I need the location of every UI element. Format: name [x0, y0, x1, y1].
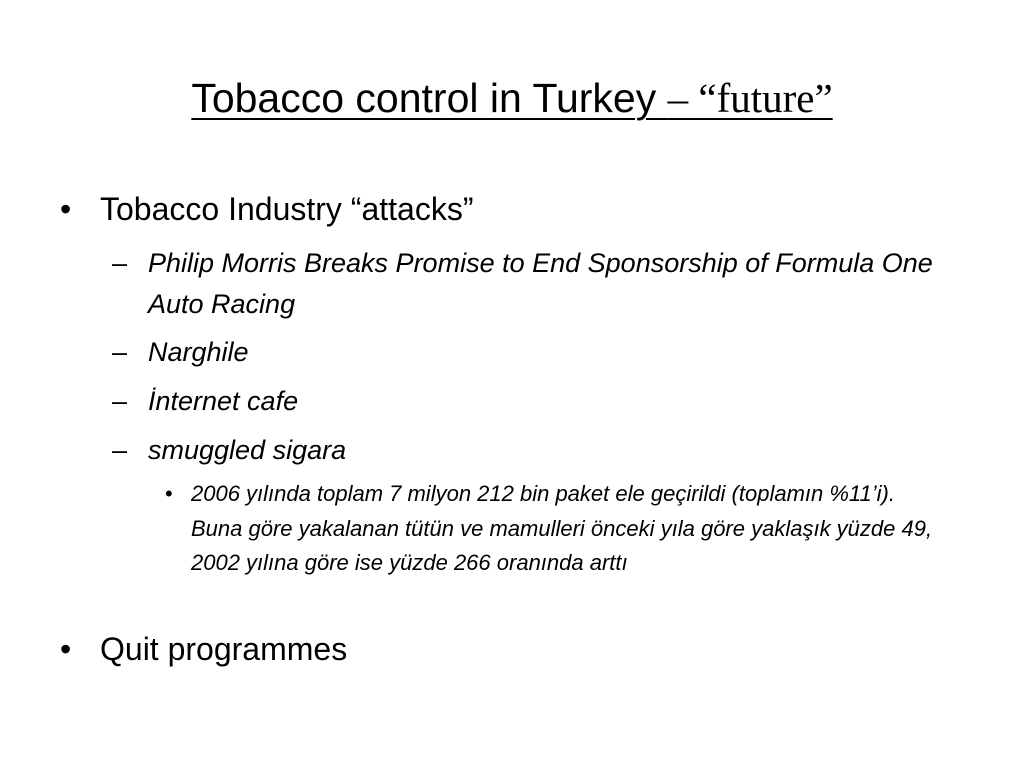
- bullet-item-quit-programmes: [60, 630, 347, 668]
- sub-bullet-narghile: [112, 332, 952, 373]
- sub-bullet-text: smuggled sigara: [148, 435, 347, 465]
- dash-marker: –: [112, 435, 128, 465]
- dash-marker: –: [112, 248, 128, 278]
- slide-title-future: – “future”: [667, 75, 833, 121]
- bullet-item-tobacco-industry: [60, 190, 473, 228]
- sub-sub-bullet-statistics: [165, 477, 945, 581]
- slide-title-main: Tobacco control in Turkey: [191, 75, 668, 121]
- sub-bullet-smuggled-sigara: [112, 430, 952, 471]
- sub-sub-bullet-marker: •: [165, 481, 173, 506]
- bullet-text: Tobacco Industry “attacks”: [100, 191, 474, 227]
- bullet-marker: •: [60, 631, 72, 667]
- sub-bullet-text: Philip Morris Breaks Promise to End Sponsorship of Formula One Auto Racing: [148, 248, 933, 319]
- bullet-text: Quit programmes: [100, 631, 348, 667]
- sub-bullet-text: Narghile: [148, 337, 249, 367]
- sub-sub-bullet-text: 2006 yılında toplam 7 milyon 212 bin paket ele geçirildi (toplamın %11’i). Buna göre yakalanan tütün ve mamulleri önceki yıla göre yaklaşık yüzde 49, 2002 yılına göre ise yüzde 266 oranında arttı: [191, 481, 933, 575]
- sub-bullet-internet-cafe: [112, 381, 952, 422]
- sub-bullet-philip-morris: [112, 243, 952, 325]
- sub-bullet-text: İnternet cafe: [148, 386, 299, 416]
- dash-marker: –: [112, 337, 128, 367]
- dash-marker: –: [112, 386, 128, 416]
- bullet-marker: •: [60, 191, 72, 227]
